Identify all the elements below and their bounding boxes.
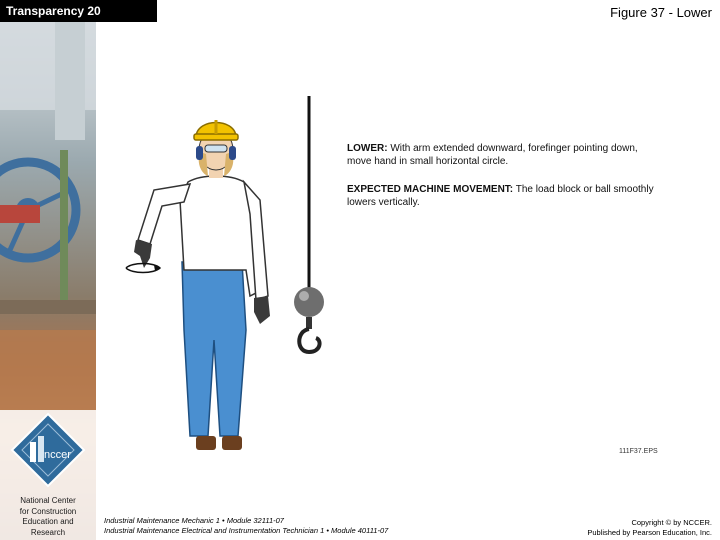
- expected-movement-instruction: [347, 183, 657, 209]
- nccer-logo: [10, 412, 86, 488]
- org-name-line: Education and: [22, 517, 74, 526]
- lower-instruction: [347, 142, 657, 168]
- hand-signal-illustration: [110, 90, 340, 460]
- copyright-notice: [587, 518, 712, 538]
- worker-figure: [126, 120, 270, 450]
- transparency-label: Transparency 20: [0, 0, 157, 22]
- org-name-line: National Center: [20, 496, 76, 505]
- figure-title: Figure 37 - Lower: [610, 5, 712, 20]
- load-ball-hook: [294, 96, 324, 352]
- eps-file-tag: 111F37.EPS: [619, 448, 658, 455]
- lower-heading: LOWER:: [347, 143, 388, 154]
- lower-text: With arm extended downward, forefinger pointing down, move hand in small horizontal circle.: [347, 143, 638, 167]
- copyright-line: Copyright © by NCCER.: [631, 518, 712, 527]
- course-line: Industrial Maintenance Electrical and Instrumentation Technician 1 • Module 40111-07: [104, 526, 389, 535]
- movement-text: The load block or ball smoothly lowers vertically.: [347, 184, 654, 208]
- svg-text:nccer: nccer: [44, 449, 71, 461]
- org-name-line: for Construction: [19, 506, 77, 516]
- org-name: [2, 496, 94, 538]
- publisher-line: Published by Pearson Education, Inc.: [587, 528, 712, 537]
- org-name-line: Research: [30, 527, 66, 537]
- movement-heading: EXPECTED MACHINE MOVEMENT:: [347, 184, 514, 195]
- course-reference: [104, 516, 388, 536]
- course-line: Industrial Maintenance Mechanic 1 • Module 32111-07: [104, 516, 284, 525]
